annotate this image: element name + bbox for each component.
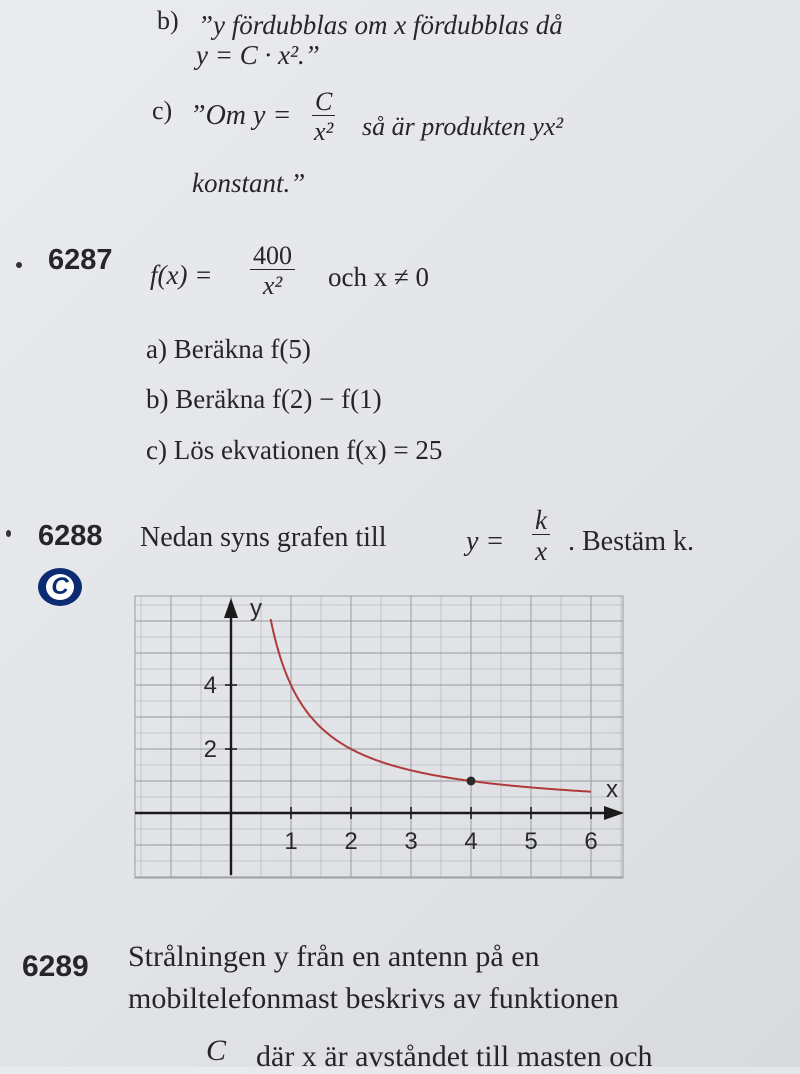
part-c-text: Lös ekvationen f(x) = 25 [173, 435, 443, 465]
graph-grid [135, 596, 623, 878]
graph-curve-layer [271, 619, 591, 792]
prev-b-label: b) [157, 6, 179, 35]
bullet-dot [16, 262, 22, 268]
exercise-6289-line3: där x är avståndet till masten och [256, 1040, 653, 1073]
x-axis-arrow-icon [604, 806, 624, 820]
bullet-dot [6, 530, 11, 537]
y-axis-label: y [250, 595, 262, 622]
exercise-6289-number: 6289 [22, 950, 89, 983]
prev-c-suffix: så är produkten yx² [362, 112, 564, 141]
x-tick-label: 6 [584, 828, 598, 855]
prev-c-denominator: x² [314, 117, 334, 147]
exercise-6287-fraction [250, 242, 295, 301]
exercise-6288-number: 6288 [38, 520, 103, 552]
part-a-label: a) [146, 334, 167, 364]
graph-axes [135, 598, 624, 875]
exercise-6287-number: 6287 [48, 244, 113, 276]
x-tick-label: 2 [344, 828, 358, 855]
part-a-text: Beräkna f(5) [173, 334, 311, 364]
prev-b-text: ”y fördubblas om x fördubblas då [198, 10, 563, 40]
prev-b-formula: y = C · x².” [196, 40, 320, 70]
exercise-6289-line2: mobiltelefonmast beskrivs av funktionen [128, 982, 619, 1015]
calculator-badge-letter: C [46, 574, 74, 600]
x-tick-label: 5 [524, 828, 538, 855]
x-axis-label: x [606, 776, 618, 803]
y-tick-label: 2 [203, 736, 217, 763]
prev-c-label: c) [152, 96, 173, 125]
exercise-6289-line3-c: C [206, 1034, 227, 1067]
prev-c-numerator: C [312, 88, 335, 116]
exercise-6287-lhs: f(x) = [150, 260, 213, 290]
grid-border [135, 596, 623, 878]
exercise-6288-lhs: y = [466, 526, 505, 557]
part-b-label: b) [146, 384, 169, 414]
x-tick-label: 3 [404, 828, 418, 855]
exercise-6288-suffix: . Bestäm k. [568, 526, 694, 557]
y-tick-label: 4 [203, 672, 217, 699]
calculator-badge-icon [38, 568, 82, 606]
hyperbola-curve [271, 619, 591, 792]
prev-c-continuation: konstant.” [192, 168, 306, 198]
graph-labels [204, 595, 618, 855]
exercise-6287-part-a [146, 334, 311, 365]
exercise-6288-fraction [532, 506, 550, 567]
exercise-6289-line1: Strålningen y från en antenn på en [128, 940, 540, 973]
exercise-6287-numerator: 400 [250, 242, 295, 270]
exercise-6287-part-b [146, 384, 382, 415]
x-tick-label: 4 [464, 828, 478, 855]
x-tick-label: 1 [284, 828, 298, 855]
exercise-6288-numerator: k [532, 506, 550, 535]
exercise-6288-text: Nedan syns grafen till [140, 522, 387, 553]
prev-c-fraction [312, 88, 335, 147]
part-c-label: c) [146, 435, 167, 465]
exercise-6287-condition: och x ≠ 0 [328, 262, 430, 292]
part-b-text: Beräkna f(2) − f(1) [175, 384, 382, 414]
exercise-6287-part-c [146, 435, 442, 466]
exercise-6288-denominator: x [535, 536, 547, 567]
y-axis-arrow-icon [224, 598, 238, 618]
exercise-6287-denominator: x² [262, 271, 283, 301]
marked-point [467, 777, 476, 786]
prev-c-prefix: ”Om y = [190, 100, 292, 131]
